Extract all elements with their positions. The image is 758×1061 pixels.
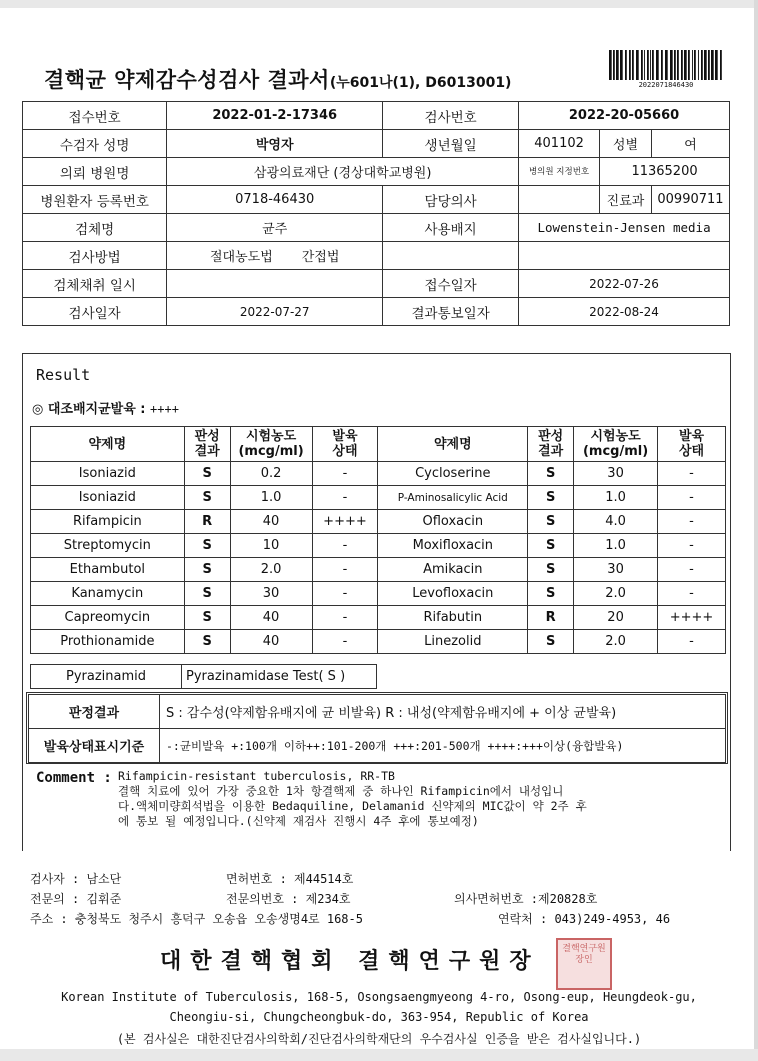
table-row [31,606,726,630]
barcode-bar [641,50,643,80]
barcode-bar [616,50,619,80]
drug-name-cell: Moxifloxacin [378,534,528,558]
result-cell: S [184,486,230,510]
sex-label: 성별 [600,130,652,158]
growth-cell: - [312,606,378,630]
medium-label: 사용배지 [383,214,519,242]
header-growth-2: 상태 [678,444,705,459]
sex-value: 여 [651,130,729,158]
concentration-cell: 2.0 [230,558,312,582]
drug-name-cell: Ofloxacin [378,510,528,534]
specialist: 전문의 : 김휘준 [30,892,122,906]
header-judgement-right [528,427,574,462]
drug-name-cell: Kanamycin [31,582,185,606]
concentration-cell: 10 [230,534,312,558]
reg-no-value: 0718-46430 [167,186,383,214]
method-indirect: 간접법 [301,250,340,265]
barcode-bar [720,50,722,80]
doctor-value [519,186,600,214]
growth-criteria-text: -:균비발육 +:100개 이하++:101-200개 +++:201-500개 ++++:+++이상(융합발육) [160,729,726,763]
drug-name-cell: Prothionamide [31,630,185,654]
english-address-line-1: Korean Institute of Tuberculosis, 168-5, Osongsaengmyeong 4-ro, Osong-eup, Heungdeok-gu, [61,990,697,1004]
method-absolute: 절대농도법 [209,250,273,265]
document-title [44,64,511,94]
concentration-cell: 30 [574,558,658,582]
barcode-bar [692,50,693,80]
page-scrollbar-edge [754,0,758,1061]
barcode-bar [698,50,699,80]
drug-name-cell: Isoniazid [31,462,185,486]
info-row [23,242,730,270]
result-cell: S [184,534,230,558]
receive-date-value: 2022-07-26 [519,270,730,298]
pyrazinamide-value: Pyrazinamidase Test( S ) [182,665,377,689]
concentration-cell: 30 [230,582,312,606]
medium-value: Lowenstein-Jensen media [519,214,730,242]
hospital-label: 의뢰 병원명 [23,158,167,186]
concentration-cell: 1.0 [574,534,658,558]
barcode-bar [632,50,634,80]
growth-cell: - [658,510,726,534]
control-growth [32,398,179,417]
header-judgement-2: 결과 [538,444,564,459]
concentration-cell: 40 [230,630,312,654]
comment-line: 다.액체미량희석법을 이용한 Bedaquiline, Delamanid 신약제의 MIC값이 약 2주 후 [118,799,587,813]
result-cell: S [528,582,574,606]
info-row [23,158,730,186]
legend-row [29,729,726,763]
header-conc-2: (mcg/ml) [582,444,649,459]
test-no-label: 검사번호 [383,102,519,130]
drug-name-cell: Levofloxacin [378,582,528,606]
page-top-edge [0,0,758,8]
hospital-code-label: 병의원 지정번호 [519,158,600,186]
tester: 검사자 : 남소단 [30,872,122,886]
doctor-license: 의사면허번호 :제20828호 [454,892,598,906]
barcode-bar [629,50,631,80]
comment-line: Rifampicin-resistant tuberculosis, RR-TB [118,769,395,783]
page-bottom-edge [0,1049,758,1061]
comment-body [118,769,718,829]
info-row [23,270,730,298]
report-date-value: 2022-08-24 [519,298,730,326]
barcode-bar [650,50,651,80]
reg-no-label: 병원환자 등록번호 [23,186,167,214]
result-cell: S [528,534,574,558]
drug-name-cell: Capreomycin [31,606,185,630]
organization-name: 대한결핵협회 결핵연구원장 [160,949,540,974]
official-seal [556,938,612,990]
result-cell: S [184,462,230,486]
info-row [23,214,730,242]
barcode-bar [708,50,710,80]
info-row [23,186,730,214]
method-value [167,242,383,270]
control-growth-value: ++++ [150,402,179,416]
concentration-cell: 1.0 [230,486,312,510]
barcode-bar [620,50,623,80]
barcode-bar [694,50,696,80]
judgement-criteria-text: S : 감수성(약제함유배지에 균 비발육) R : 내성(약제함유배지에 + 이상 균발육) [160,695,726,729]
barcode-bar [644,50,645,80]
birth-label: 생년월일 [383,130,519,158]
header-judgement-1: 판성 [538,429,564,444]
drug-name-cell: Rifabutin [378,606,528,630]
hospital-code-value: 11365200 [600,158,730,186]
pyrazinamide-row [31,665,377,689]
growth-cell: - [312,534,378,558]
table-row [31,558,726,582]
header-growth [312,427,378,462]
pyrazinamide-label: Pyrazinamid [31,665,182,689]
header-growth-1: 발육 [332,429,358,444]
table-header [31,427,726,462]
table-row [31,510,726,534]
result-heading: Result [36,366,91,384]
barcode-bar [701,50,703,80]
result-cell: R [528,606,574,630]
info-row [23,298,730,326]
result-cell: S [528,486,574,510]
barcode-bar [665,50,668,80]
barcode-bar [647,50,649,80]
result-cell: S [528,510,574,534]
barcode-bar [652,50,654,80]
concentration-cell: 40 [230,606,312,630]
growth-cell: ++++ [312,510,378,534]
barcode [608,50,724,90]
table-row [31,630,726,654]
judgement-criteria-label: 판정결과 [29,695,160,729]
header-conc [230,427,312,462]
table-row [31,462,726,486]
pyrazinamide-table [30,664,377,689]
result-cell: R [184,510,230,534]
header-drug-right: 약제명 [378,427,528,462]
drug-name-cell: Cycloserine [378,462,528,486]
drug-susceptibility-table [30,426,726,654]
patient-name-label: 수검자 성명 [23,130,167,158]
info-row [23,102,730,130]
result-cell: S [184,582,230,606]
lab-address: 주소 : 충청북도 청주시 흥덕구 오송읍 오송생명4로 168-5 [30,912,363,926]
result-cell: S [528,462,574,486]
table-row [31,582,726,606]
drug-name-cell: Streptomycin [31,534,185,558]
concentration-cell: 1.0 [574,486,658,510]
drug-name-cell: P-Aminosalicylic Acid [378,486,528,510]
header-judgement [184,427,230,462]
test-date-label: 검사일자 [23,298,167,326]
growth-cell: - [312,582,378,606]
barcode-bar [677,50,679,80]
barcode-bar [636,50,639,80]
title-code: (누601나(1), D6013001) [329,75,512,91]
header-conc-1: 시험농도 [245,429,297,444]
patient-name-value: 박영자 [167,130,383,158]
result-cell: S [184,558,230,582]
header-conc-2: (mcg/ml) [238,444,304,459]
growth-cell: - [658,486,726,510]
receipt-no-label: 접수번호 [23,102,167,130]
header-growth-2: 상태 [332,444,358,459]
growth-cell: - [658,558,726,582]
drug-name-cell: Rifampicin [31,510,185,534]
barcode-bar [656,50,659,80]
result-cell: S [528,630,574,654]
header-judgement-2: 결과 [194,444,220,459]
test-no-value: 2022-20-05660 [519,102,730,130]
dept-label: 진료과 [600,186,652,214]
growth-cell: ++++ [658,606,726,630]
concentration-cell: 40 [230,510,312,534]
barcode-bar [711,50,714,80]
growth-cell: - [312,558,378,582]
drug-name-cell: Ethambutol [31,558,185,582]
concentration-cell: 20 [574,606,658,630]
legend-row [29,695,726,729]
header-drug: 약제명 [31,427,185,462]
tester-license: 면허번호 : 제44514호 [226,872,354,886]
table-row [31,486,726,510]
growth-cell: - [312,462,378,486]
seal-text: 결핵연구원장인 [562,944,606,965]
info-row [23,130,730,158]
comment-label: Comment : [36,770,112,786]
barcode-bar [704,50,707,80]
barcode-bar [684,50,687,80]
concentration-cell: 2.0 [574,630,658,654]
header-growth-right [658,427,726,462]
comment-line: 에 통보 될 예정입니다.(신약제 재검사 진행시 4주 후에 통보예정) [118,814,479,828]
header-conc-1: 시험농도 [590,429,641,444]
title-main: 결핵균 약제감수성검사 결과서 [44,68,330,92]
barcode-bar [613,50,615,80]
barcode-bar [674,50,676,80]
collect-date-label: 검체채취 일시 [23,270,167,298]
hospital-value: 삼광의료재단 (경상대학교병원) [167,158,519,186]
collect-date-value [167,270,383,298]
method-label: 검사방법 [23,242,167,270]
test-date-value: 2022-07-27 [167,298,383,326]
concentration-cell: 2.0 [574,582,658,606]
birth-value: 401102 [519,130,600,158]
receipt-no-value: 2022-01-2-17346 [167,102,383,130]
concentration-cell: 4.0 [574,510,658,534]
header-conc-right [574,427,658,462]
growth-cell: - [312,486,378,510]
barcode-bar [681,50,683,80]
concentration-cell: 30 [574,462,658,486]
growth-cell: - [658,462,726,486]
barcode-bar [688,50,690,80]
specialist-number: 전문의번호 : 제234호 [226,892,351,906]
growth-cell: - [312,630,378,654]
result-cell: S [528,558,574,582]
growth-cell: - [658,534,726,558]
barcode-number: 2022071846430 [638,81,694,89]
lab-phone: 연락처 : 043)249-4953, 46 [498,912,671,926]
barcode-bar [609,50,612,80]
concentration-cell: 0.2 [230,462,312,486]
drug-name-cell: Isoniazid [31,486,185,510]
english-address-line-2: Cheongiu-si, Chungcheongbuk-do, 363-954, Republic of Korea [169,1010,589,1024]
table-row [31,534,726,558]
barcode-bars [608,50,724,80]
result-cell: S [184,630,230,654]
header-growth-1: 발육 [678,429,705,444]
barcode-bar [625,50,627,80]
drug-name-cell: Linezolid [378,630,528,654]
growth-criteria-label: 발육상태표시기준 [29,729,160,763]
doctor-label: 담당의사 [383,186,519,214]
header-judgement-1: 판성 [194,429,220,444]
growth-cell: - [658,582,726,606]
certification-note: (본 검사실은 대한진단검사의학회/진단검사의학재단의 우수검사실 인증을 받은 검사실입니다.) [116,1032,642,1046]
dept-value: 00990711 [651,186,729,214]
control-growth-label: ◎ 대조배지균발육 : [32,402,146,417]
barcode-bar [670,50,673,80]
specimen-label: 검체명 [23,214,167,242]
patient-info-table [22,101,730,326]
specimen-value: 균주 [167,214,383,242]
empty-cell [519,242,730,270]
barcode-bar [661,50,663,80]
empty-cell [383,242,519,270]
result-cell: S [184,606,230,630]
barcode-bar [715,50,718,80]
comment-line: 결핵 치료에 있어 가장 중요한 1차 항결핵제 중 하나인 Rifampicin에서 내성입니 [118,784,564,798]
legend-table [28,694,726,763]
receive-date-label: 접수일자 [383,270,519,298]
drug-name-cell: Amikacin [378,558,528,582]
growth-cell: - [658,630,726,654]
report-date-label: 결과통보일자 [383,298,519,326]
